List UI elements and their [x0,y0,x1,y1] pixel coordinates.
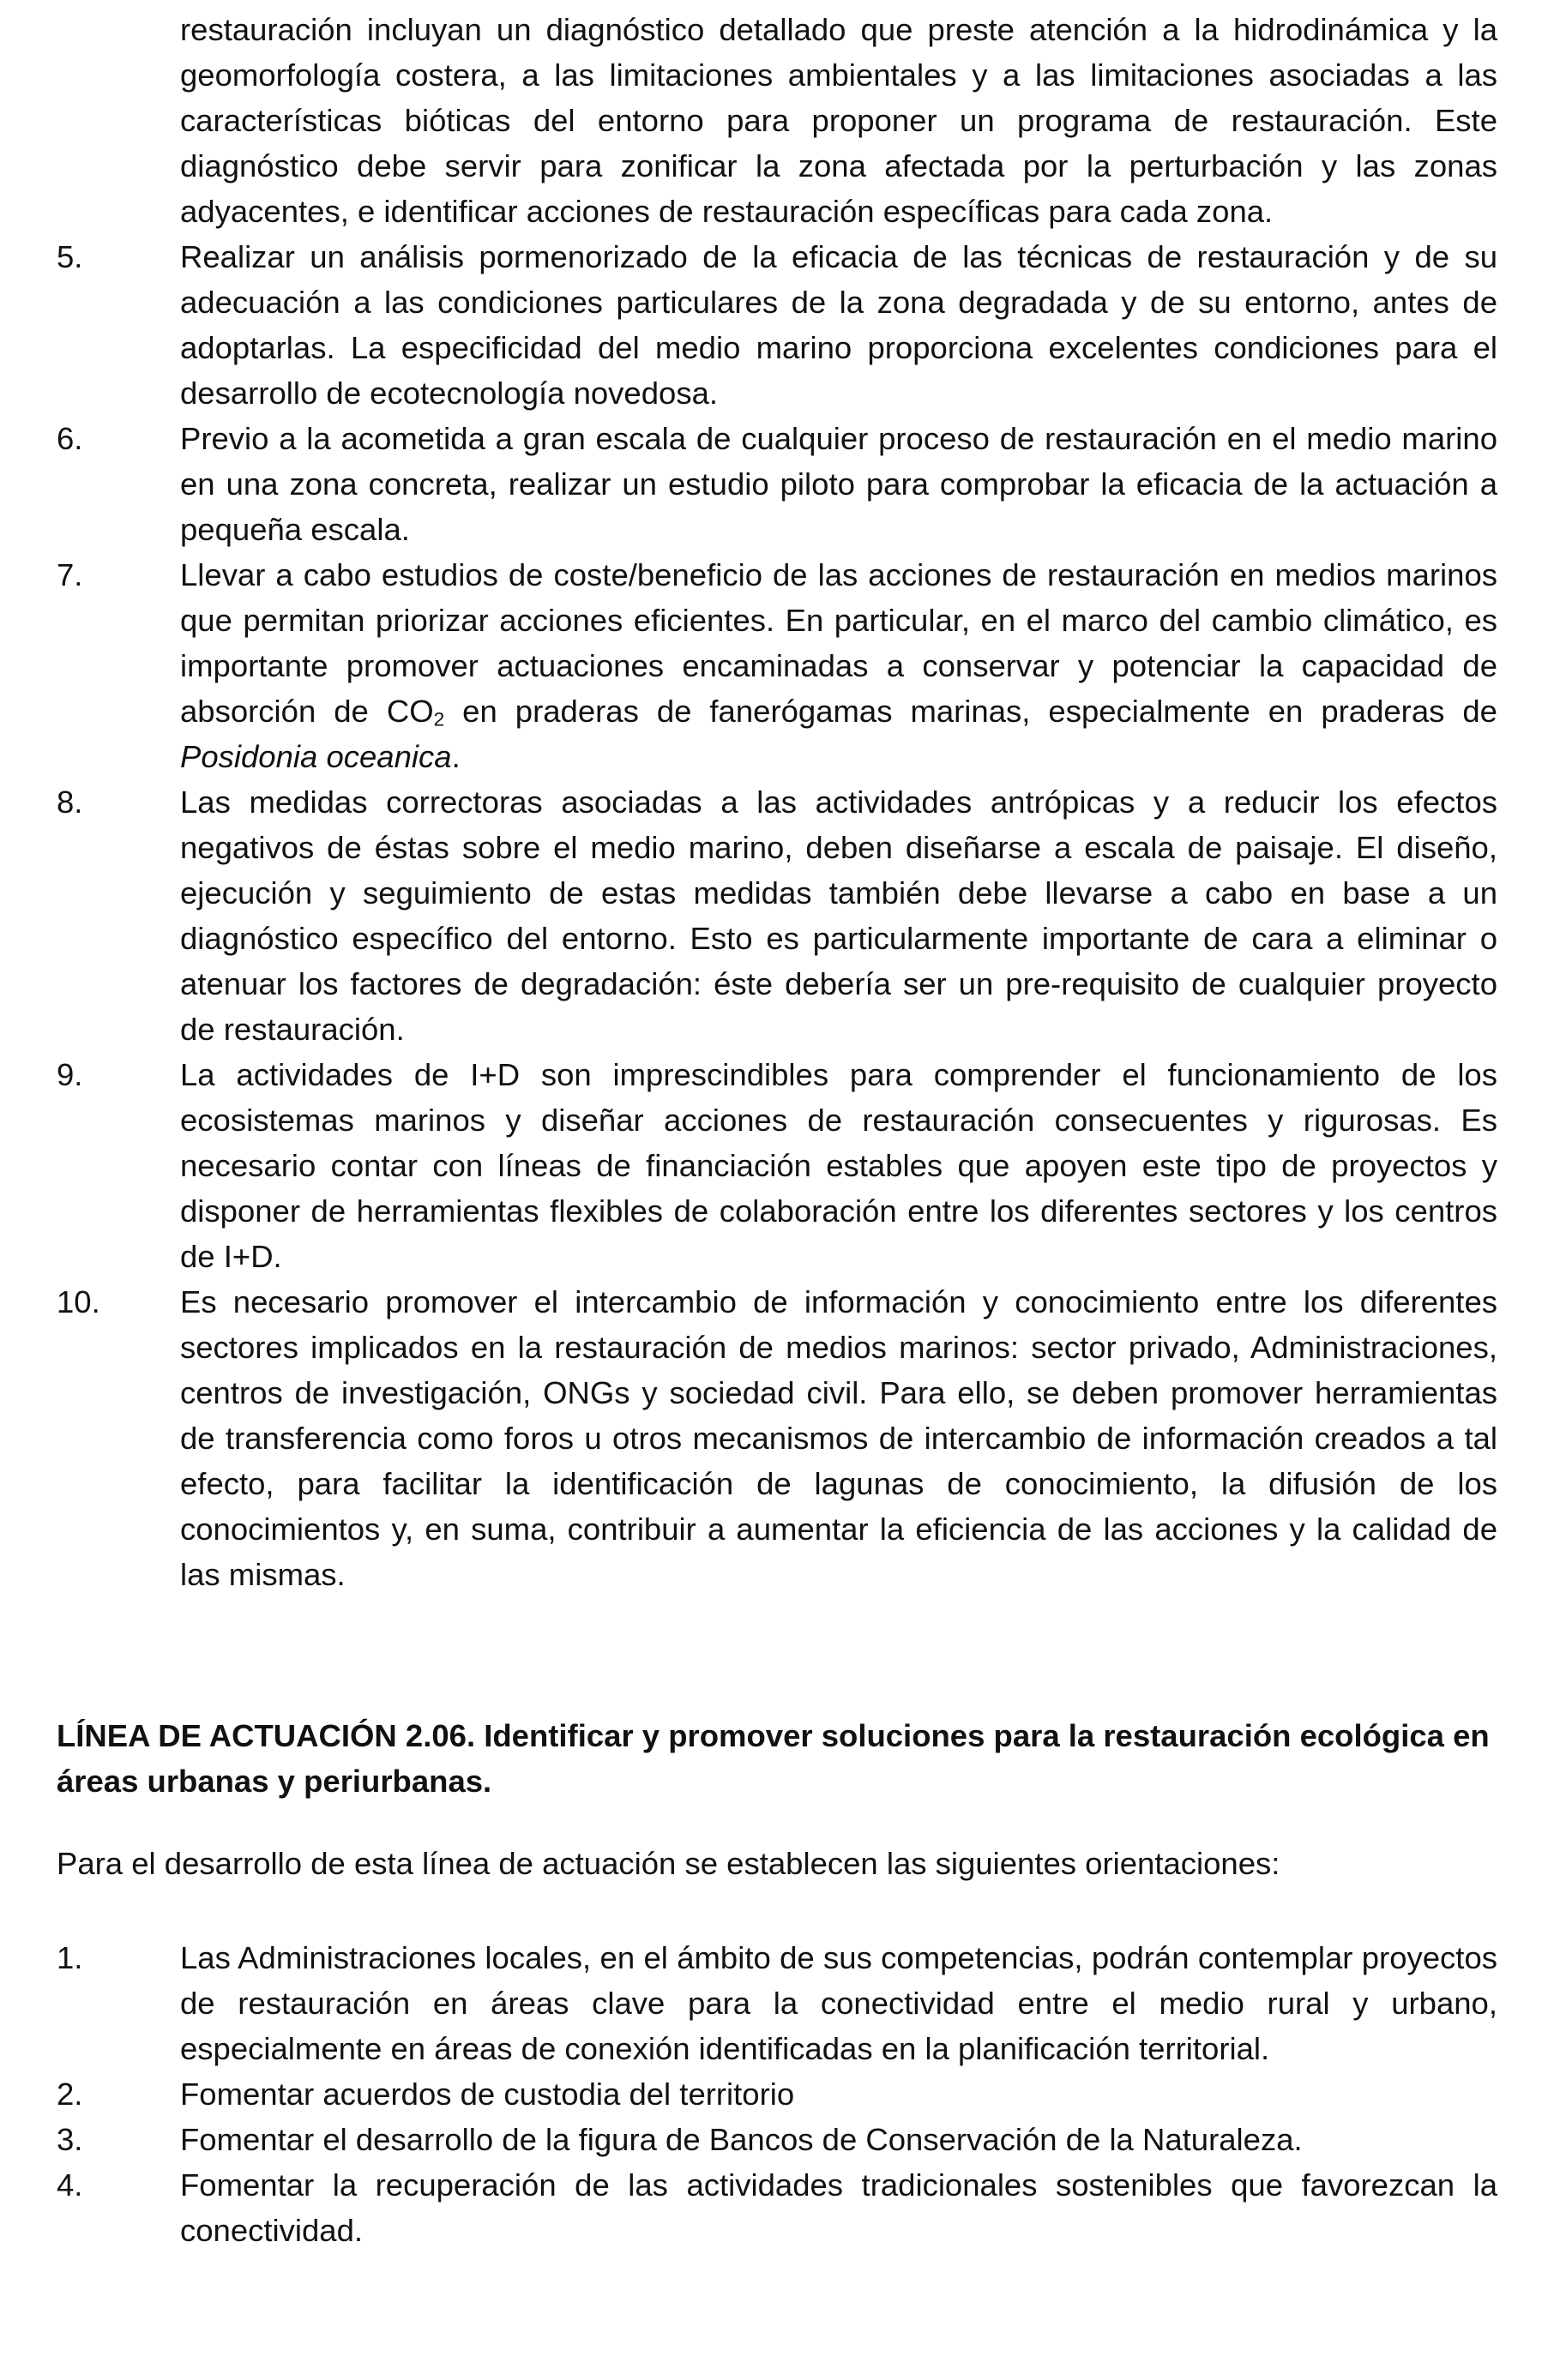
list-item-number: 7. [57,557,83,592]
list-item-text: Fomentar la recuperación de las actividades tradicionales sostenibles que favorezcan la conectividad. [180,2167,1497,2248]
list-item-text [180,557,1497,774]
list-item-number: 5. [57,239,83,274]
orientations-list-urban [57,1935,1497,2253]
list-item-text-part-c: . [451,739,461,774]
list-item-number: 2. [57,2076,83,2112]
list-item-3 [57,2117,1497,2162]
list-item-2 [57,2071,1497,2117]
list-item-4 [57,2162,1497,2253]
list-item-number: 9. [57,1057,83,1092]
list-item-number: 10. [57,1284,100,1319]
list-item-5 [57,234,1497,416]
list-item-7 [57,552,1497,779]
list-item-text: Previo a la acometida a gran escala de cualquier proceso de restauración en el medio marino en una zona concreta, realizar un estudio piloto para comprobar la eficacia de la actuación a pequeña escala. [180,421,1497,547]
list-item-text: La actividades de I+D son imprescindibles para comprender el funcionamiento de los ecosistemas marinos y diseñar acciones de restauración consecuentes y rigurosas. Es necesario contar con líneas de financiación estables que apoyen este tipo de proyectos y disponer de herramientas flexibles de colaboración entre los diferentes sectores y los centros de I+D. [180,1057,1497,1274]
list-item-text: Las medidas correctoras asociadas a las actividades antrópicas y a reducir los efectos negativos de éstas sobre el medio marino, deben diseñarse a escala de paisaje. El diseño, ejecución y seguimiento de estas medidas también debe llevarse a cabo en base a un diagnóstico específico del entorno. Esto es particularmente importante de cara a eliminar o atenuar los factores de degradación: éste debería ser un pre-requisito de cualquier proyecto de restauración. [180,784,1497,1047]
list-item-text: Fomentar acuerdos de custodia del territorio [180,2076,795,2112]
list-item-number: 4. [57,2167,83,2203]
list-item-8 [57,779,1497,1052]
list-item-text: Fomentar el desarrollo de la figura de Bancos de Conservación de la Naturaleza. [180,2122,1303,2157]
orientations-list-marine [57,7,1497,1597]
continued-item-text: restauración incluyan un diagnóstico detallado que preste atención a la hidrodinámica y la geomorfología costera, a las limitaciones ambientales y a las limitaciones asociadas a las características bióticas del entorno para proponer un programa de restauración. Este diagnóstico debe servir para zonificar la zona afectada por la perturbación y las zonas adyacentes, e identificar acciones de restauración específicas para cada zona. [180,12,1497,229]
list-item-text: Las Administraciones locales, en el ámbito de sus competencias, podrán contemplar proyectos de restauración en áreas clave para la conectividad entre el medio rural y urbano, especialmente en áreas de conexión identificadas en la planificación territorial. [180,1940,1497,2066]
list-item-9 [57,1052,1497,1279]
list-item-number: 1. [57,1940,83,1975]
section-heading: LÍNEA DE ACTUACIÓN 2.06. Identificar y promover soluciones para la restauración ecológica en áreas urbanas y periurbanas. [57,1718,1490,1799]
list-item-text-part-a: Llevar a cabo estudios de coste/beneficio de las acciones de restauración en medios marinos que permitan priorizar acciones eficientes. En particular, en el marco del cambio climático, es importante promover actuaciones encaminadas a conservar y potenciar la capacidad de absorción de CO [180,557,1497,729]
section-intro: Para el desarrollo de esta línea de actuación se establecen las siguientes orientaciones: [57,1846,1280,1881]
list-item-number: 6. [57,421,83,456]
list-item-text: Realizar un análisis pormenorizado de la eficacia de las técnicas de restauración y de su adecuación a las condiciones particulares de la zona degradada y de su entorno, antes de adoptarlas. La especificidad del medio marino proporciona excelentes condiciones para el desarrollo de ecotecnología novedosa. [180,239,1497,411]
list-item-6 [57,416,1497,552]
species-name: Posidonia oceanica [180,739,452,774]
list-item-text: Es necesario promover el intercambio de información y conocimiento entre los diferentes sectores implicados en la restauración de medios marinos: sector privado, Administraciones, centros de investigación, ONGs y sociedad civil. Para ello, se deben promover herramientas de transferencia como foros u otros mecanismos de intercambio de información creados a tal efecto, para facilitar la identificación de lagunas de conocimiento, la difusión de los conocimientos y, en suma, contribuir a aumentar la eficiencia de las acciones y la calidad de las mismas. [180,1284,1497,1592]
list-item-text-part-b: en praderas de fanerógamas marinas, especialmente en praderas de [444,694,1497,729]
list-item-number: 3. [57,2122,83,2157]
list-item-1 [57,1935,1497,2071]
co2-subscript: 2 [433,708,445,730]
list-item-number: 8. [57,784,83,820]
list-item-10 [57,1279,1497,1597]
